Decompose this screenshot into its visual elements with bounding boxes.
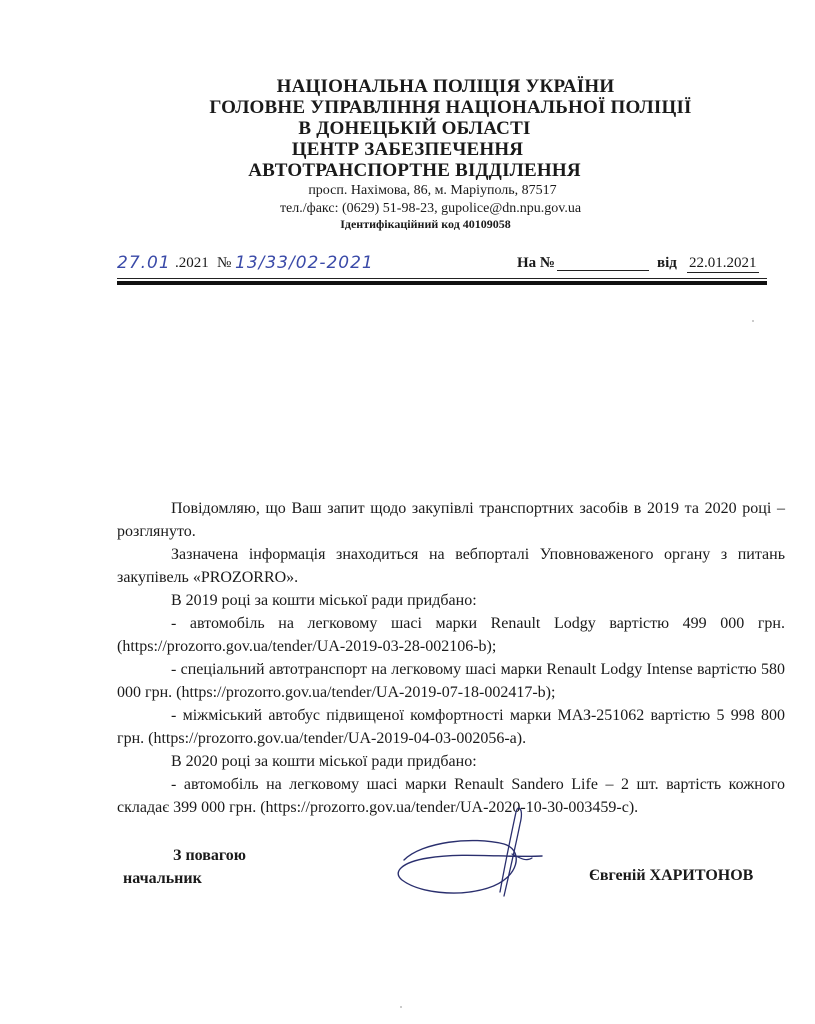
reference-line xyxy=(117,253,767,275)
incoming-number-label: На № xyxy=(517,255,555,271)
scan-speck xyxy=(752,320,754,322)
incoming-date-label: від xyxy=(657,255,677,271)
outgoing-number-sign: № xyxy=(217,255,232,271)
signatory-name: Євгеній ХАРИТОНОВ xyxy=(589,867,754,884)
header-divider-thin xyxy=(117,278,767,279)
list-item: - міжміський автобус підвищеної комфортності марки МАЗ-251062 вартістю 5 998 800 грн. (https://prozorro.gov.ua/tender/UA-2019-04-03-002056-a). xyxy=(117,707,785,747)
org-region: В ДОНЕЦЬКІЙ ОБЛАСТІ xyxy=(298,118,531,139)
incoming-date: 22.01.2021 xyxy=(689,255,757,271)
org-address: просп. Нахімова, 86, м. Маріуполь, 87517 xyxy=(308,183,557,198)
body-paragraph: В 2019 році за кошти міської ради придбано: xyxy=(171,592,477,609)
list-item: - спеціальний автотранспорт на легковому шасі марки Renault Lodgy Intense вартістю 580 000 грн. (https://prozorro.gov.ua/tender/UA-2019-07-18-002417-b); xyxy=(117,661,785,701)
letter-body xyxy=(117,497,785,819)
org-unit: АВТОТРАНСПОРТНЕ ВІДДІЛЕННЯ xyxy=(248,160,581,181)
list-item: - автомобіль на легковому шасі марки Renault Lodgy вартістю 499 000 грн. (https://prozorro.gov.ua/tender/UA-2019-03-28-002106-b); xyxy=(117,615,785,655)
org-department: ГОЛОВНЕ УПРАВЛІННЯ НАЦІОНАЛЬНОЇ ПОЛІЦІЇ xyxy=(209,97,692,118)
signature-mark xyxy=(392,800,552,912)
header-divider-thick xyxy=(117,281,767,285)
org-phone-email: тел./факс: (0629) 51-98-23, gupolice@dn.npu.gov.ua xyxy=(279,201,582,216)
scan-speck xyxy=(400,1006,402,1008)
org-id-code: Ідентифікаційний код 40109058 xyxy=(340,217,511,231)
letterhead xyxy=(0,76,815,232)
org-center: ЦЕНТР ЗАБЕЗПЕЧЕННЯ xyxy=(291,139,524,160)
outgoing-date-handwritten: 27.01 xyxy=(117,253,171,273)
list-item: - автомобіль на легковому шасі марки Renault Sandero Life – 2 шт. вартість кожного складає 399 000 грн. (https://prozorro.gov.ua/tender/UA-2020-10-30-003459-c). xyxy=(117,776,785,816)
body-paragraph: Зазначена інформація знаходиться на вебпорталі Уповноваженого органу з питань закупівель «PROZORRO». xyxy=(117,546,785,586)
outgoing-number-handwritten: 13/33/02-2021 xyxy=(235,253,374,273)
signatory-position: начальник xyxy=(123,870,202,887)
incoming-number-blank xyxy=(557,270,649,271)
org-name: НАЦІОНАЛЬНА ПОЛІЦІЯ УКРАЇНИ xyxy=(276,76,615,97)
body-paragraph: В 2020 році за кошти міської ради придбано: xyxy=(171,753,477,770)
closing-regards: З повагою xyxy=(173,847,246,864)
outgoing-year: .2021 xyxy=(175,255,209,271)
body-paragraph: Повідомляю, що Ваш запит щодо закупівлі транспортних засобів в 2019 та 2020 році – розглянуто. xyxy=(117,500,785,540)
